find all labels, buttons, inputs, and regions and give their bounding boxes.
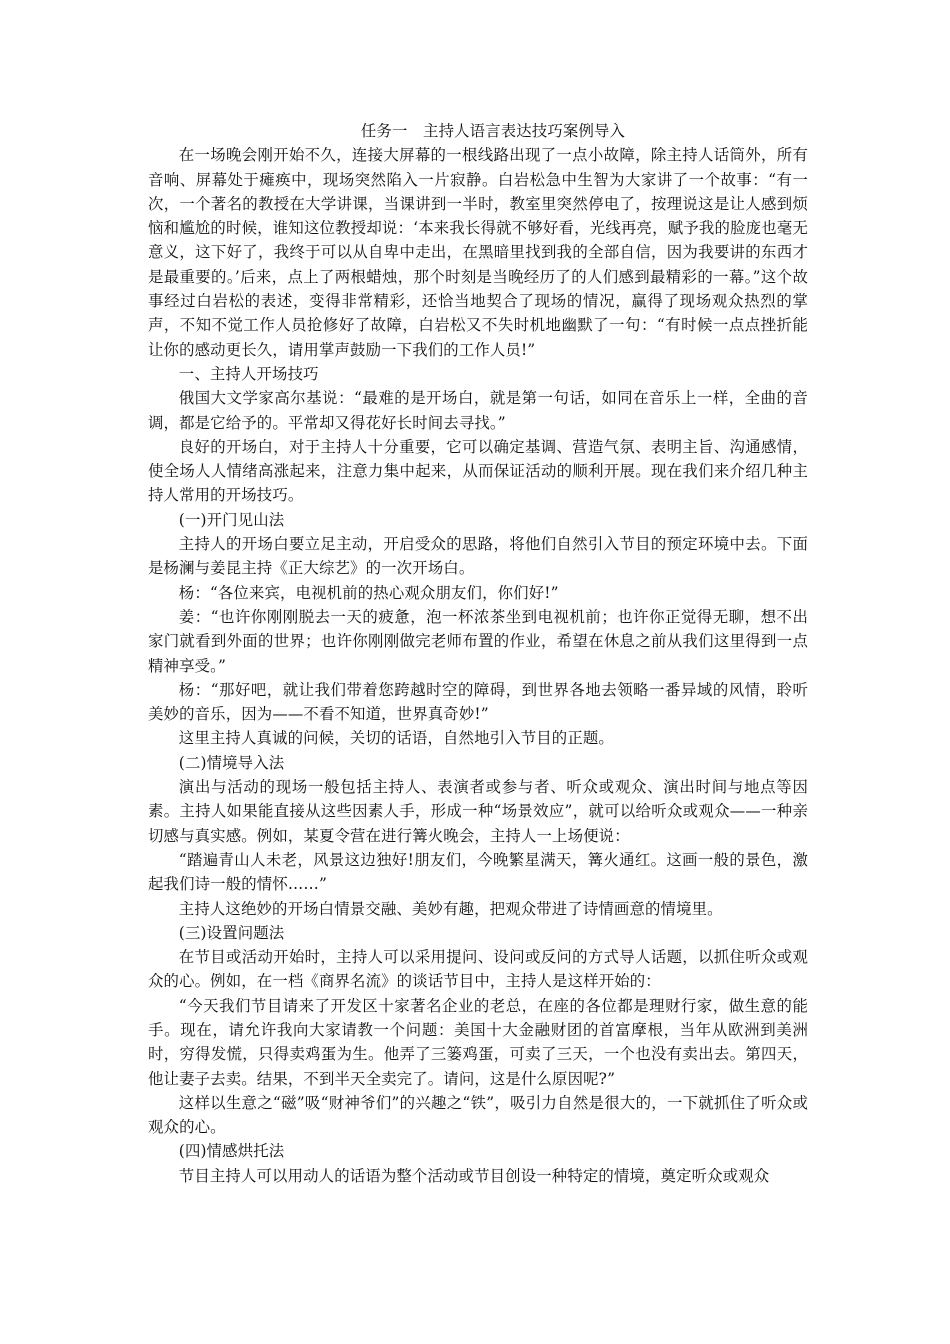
paragraph-morgan-quote: “今天我们节目请来了开发区十家著名企业的老总，在座的各位都是理财行家，做生意的能手。现在，请允许我向大家请教一个问题：美国十大金融财团的首富摩根，当年从欧洲到美洲时，穷得发慌，只得卖鸡蛋为生。他弄了三篓鸡蛋，可卖了三天，一个也没有卖出去。第四天，他让妻子去卖。结果，不到半天全卖完了。请问，这是什么原因呢?”	[148, 996, 808, 1088]
paragraph-emotion-method: 节目主持人可以用动人的话语为整个活动或节目创设一种特定的情境，奠定听众或观众	[178, 1166, 770, 1185]
paragraph-scene-method: 演出与活动的现场一般包括主持人、表演者或参与者、听众或观众、演出时间与地点等因素。主持人如果能直接从这些因素人手，形成一种“场景效应”，就可以给听众或观众——一种亲切感与真实感。例如，某夏令营在进行篝火晚会，主持人一上场便说：	[148, 778, 808, 845]
section-heading-opening-skills: 一、主持人开场技巧	[178, 364, 319, 383]
paragraph-scene-summary: 主持人这绝妙的开场白情景交融、美妙有趣，把观众带进了诗情画意的情境里。	[178, 899, 723, 918]
document-title: 任务一 主持人语言表达技巧案例导入	[360, 122, 626, 140]
subheading-scene-method: (二)情境导入法	[178, 753, 285, 772]
paragraph-good-opening: 良好的开场白，对于主持人十分重要，它可以确定基调、营造气氛、表明主旨、沟通感情，使全场人人情绪高涨起来，注意力集中起来，从而保证活动的顺利开展。现在我们来介绍几种主持人常用的开场技巧。	[148, 437, 808, 505]
paragraph-jiang-dialogue: 姜：“也许你刚刚脱去一天的疲惫，泡一杯浓茶坐到电视机前；也许你正觉得无聊，想不出家门就看到外面的世界；也许你刚刚做完老师布置的作业，希望在休息之前从我们这里得到一点精神享受。”	[148, 607, 808, 675]
subheading-direct-method: (一)开门见山法	[178, 510, 285, 529]
paragraph-campfire-quote: “踏遍青山人未老，风景这边独好!朋友们，今晚繁星满天，篝火通红。这画一般的景色，激起我们诗一般的情怀……”	[148, 850, 808, 894]
paragraph-gorky-quote: 俄国大文学家高尔基说：“最难的是开场白，就是第一句话，如同在音乐上一样，全曲的音调，都是它给予的。平常却又得花好长时间去寻找。”	[148, 389, 808, 432]
document-body	[148, 119, 808, 1188]
paragraph-direct-summary: 这里主持人真诚的问候，关切的话语，自然地引入节目的正题。	[178, 729, 614, 748]
paragraph-question-method: 在节目或活动开始时，主持人可以采用提问、设问或反问的方式导人话题，以抓住听众或观众的心。例如，在一档《商界名流》的谈话节目中，主持人是这样开始的：	[148, 948, 808, 991]
subheading-question-method: (三)设置问题法	[178, 923, 285, 942]
paragraph-question-summary: 这样以生意之“磁”吸“财神爷们”的兴趣之“铁”，吸引力自然是很大的，一下就抓住了听众或观众的心。	[148, 1093, 808, 1137]
subheading-emotion-method: (四)情感烘托法	[178, 1142, 285, 1161]
paragraph-yang-greeting: 杨：“各位来宾，电视机前的热心观众朋友们，你们好!”	[178, 583, 559, 602]
paragraph-direct-method: 主持人的开场白要立足主动，开启受众的思路，将他们自然引入节目的预定环境中去。下面是杨澜与姜昆主持《正大综艺》的一次开场白。	[148, 535, 808, 578]
paragraph-intro-story: 在一场晚会刚开始不久，连接大屏幕的一根线路出现了一点小故障，除主持人话筒外，所有音响、屏幕处于瘫痪中，现场突然陷入一片寂静。白岩松急中生智为大家讲了一个故事：“有一次，一个著名的教授在大学讲课，当课讲到一半时，教室里突然停电了，按理说这是让人感到烦恼和尴尬的时候，谁知这位教授却说：‘本来我长得就不够好看，光线再亮，赋予我的脸庞也毫无意义，这下好了，我终于可以从自卑中走出，在黑暗里找到我的全部自信，因为我要讲的东西才是最重要的。’后来，点上了两根蜡烛，那个时刻是当晚经历了的人们感到最精彩的一幕。”这个故事经过白岩松的表述，变得非常精彩，还恰当地契合了现场的情况，赢得了现场观众热烈的掌声，不知不觉工作人员抢修好了故障，白岩松又不失时机地幽默了一句：“有时候一点点挫折能让你的感动更长久，请用掌声鼓励一下我们的工作人员!”	[148, 146, 808, 359]
paragraph-yang-dialogue: 杨：“那好吧，就让我们带着您跨越时空的障碍，到世界各地去领略一番异域的风情，聆听美妙的音乐，因为——不看不知道，世界真奇妙!”	[148, 680, 808, 724]
